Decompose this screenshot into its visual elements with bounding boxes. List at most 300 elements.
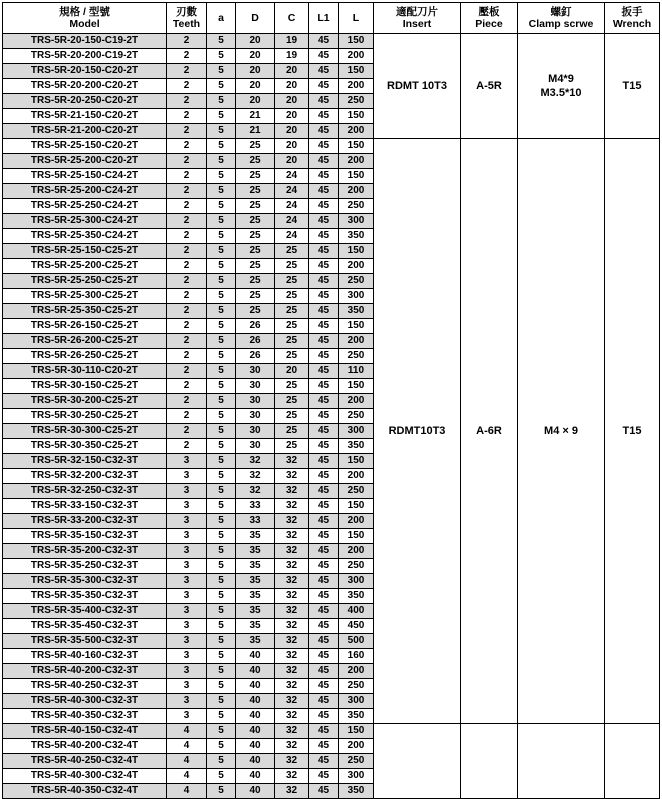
cell-a: 5 [207,769,236,784]
cell-c: 32 [275,484,309,499]
cell-l1: 45 [309,424,339,439]
cell-model: TRS-5R-40-250-C32-3T [3,679,167,694]
cell-a: 5 [207,64,236,79]
clamp-screw-line: M3.5*10 [540,87,582,99]
cell-a: 5 [207,469,236,484]
cell-a: 5 [207,574,236,589]
header-model-zh: 規格 / 型號 [59,6,110,18]
cell-c: 25 [275,319,309,334]
cell-c: 32 [275,784,309,799]
cell-l1: 45 [309,709,339,724]
cell-model: TRS-5R-20-250-C20-2T [3,94,167,109]
cell-d: 20 [236,94,275,109]
cell-teeth: 2 [167,139,207,154]
cell-c: 25 [275,244,309,259]
cell-teeth: 2 [167,379,207,394]
cell-model: TRS-5R-30-250-C25-2T [3,409,167,424]
cell-l1: 45 [309,49,339,64]
cell-c: 32 [275,469,309,484]
cell-d: 30 [236,439,275,454]
cell-c: 32 [275,664,309,679]
cell-wrench [605,724,660,799]
header-d [236,3,275,34]
cell-a: 5 [207,244,236,259]
cell-teeth: 2 [167,424,207,439]
cell-c: 25 [275,289,309,304]
cell-a: 5 [207,559,236,574]
cell-l: 200 [339,79,374,94]
cell-model: TRS-5R-33-200-C32-3T [3,514,167,529]
cell-d: 25 [236,304,275,319]
clamp-screw-line: M4 × 9 [544,425,578,437]
cell-l: 150 [339,529,374,544]
cell-model: TRS-5R-35-450-C32-3T [3,619,167,634]
cell-teeth: 2 [167,349,207,364]
table-row [3,34,660,49]
cell-model: TRS-5R-32-150-C32-3T [3,454,167,469]
cell-model: TRS-5R-40-350-C32-3T [3,709,167,724]
cell-model: TRS-5R-25-150-C25-2T [3,244,167,259]
cell-d: 25 [236,259,275,274]
cell-a: 5 [207,784,236,799]
cell-teeth: 3 [167,709,207,724]
header-piece-zh: 壓板 [478,6,500,18]
cell-teeth: 3 [167,544,207,559]
header-wrench-en: Wrench [612,18,652,30]
cell-a: 5 [207,724,236,739]
cell-a: 5 [207,529,236,544]
cell-a: 5 [207,79,236,94]
spec-table [2,2,660,799]
cell-l1: 45 [309,679,339,694]
cell-teeth: 2 [167,64,207,79]
table-row [3,724,660,739]
cell-l1: 45 [309,454,339,469]
cell-l1: 45 [309,664,339,679]
cell-a: 5 [207,424,236,439]
cell-model: TRS-5R-25-300-C24-2T [3,214,167,229]
cell-c: 20 [275,109,309,124]
cell-c: 19 [275,49,309,64]
cell-d: 25 [236,214,275,229]
cell-a: 5 [207,409,236,424]
cell-l1: 45 [309,349,339,364]
cell-d: 32 [236,454,275,469]
cell-a: 5 [207,124,236,139]
cell-teeth: 2 [167,244,207,259]
cell-l1: 45 [309,439,339,454]
cell-model: TRS-5R-21-200-C20-2T [3,124,167,139]
cell-d: 32 [236,469,275,484]
cell-l: 300 [339,769,374,784]
cell-teeth: 3 [167,484,207,499]
cell-d: 30 [236,424,275,439]
cell-clamp-screw [518,34,605,139]
cell-model: TRS-5R-20-200-C19-2T [3,49,167,64]
cell-c: 32 [275,589,309,604]
cell-teeth: 3 [167,679,207,694]
cell-teeth: 4 [167,754,207,769]
cell-l1: 45 [309,559,339,574]
cell-l: 350 [339,784,374,799]
cell-a: 5 [207,439,236,454]
cell-a: 5 [207,619,236,634]
cell-wrench: T15 [605,34,660,139]
cell-a: 5 [207,319,236,334]
cell-l: 150 [339,64,374,79]
header-c [275,3,309,34]
cell-c: 32 [275,694,309,709]
cell-l1: 45 [309,289,339,304]
cell-model: TRS-5R-35-400-C32-3T [3,604,167,619]
cell-c: 20 [275,364,309,379]
cell-model: TRS-5R-20-200-C20-2T [3,79,167,94]
cell-d: 25 [236,154,275,169]
cell-a: 5 [207,109,236,124]
cell-l1: 45 [309,109,339,124]
cell-c: 32 [275,559,309,574]
table-row [3,139,660,154]
cell-teeth: 3 [167,589,207,604]
cell-a: 5 [207,694,236,709]
cell-d: 40 [236,739,275,754]
cell-l1: 45 [309,739,339,754]
cell-a: 5 [207,34,236,49]
cell-a: 5 [207,484,236,499]
table-body [3,34,660,799]
cell-a: 5 [207,304,236,319]
cell-d: 30 [236,394,275,409]
cell-l: 350 [339,439,374,454]
header-d-en: D [251,12,259,24]
cell-model: TRS-5R-30-200-C25-2T [3,394,167,409]
cell-l: 150 [339,34,374,49]
cell-a: 5 [207,199,236,214]
cell-d: 25 [236,199,275,214]
header-insert [374,3,461,34]
cell-l1: 45 [309,64,339,79]
cell-l: 250 [339,754,374,769]
cell-teeth: 2 [167,109,207,124]
cell-c: 32 [275,634,309,649]
cell-d: 40 [236,679,275,694]
cell-teeth: 2 [167,124,207,139]
cell-c: 25 [275,274,309,289]
cell-a: 5 [207,604,236,619]
cell-a: 5 [207,94,236,109]
cell-l1: 45 [309,364,339,379]
cell-l: 250 [339,274,374,289]
cell-l: 200 [339,664,374,679]
cell-l1: 45 [309,499,339,514]
cell-d: 35 [236,604,275,619]
cell-d: 21 [236,124,275,139]
cell-c: 32 [275,724,309,739]
cell-a: 5 [207,49,236,64]
cell-l: 250 [339,409,374,424]
cell-c: 20 [275,139,309,154]
cell-c: 32 [275,529,309,544]
cell-teeth: 2 [167,274,207,289]
cell-d: 35 [236,529,275,544]
cell-d: 26 [236,319,275,334]
cell-model: TRS-5R-25-350-C25-2T [3,304,167,319]
cell-teeth: 2 [167,304,207,319]
cell-l1: 45 [309,259,339,274]
cell-c: 32 [275,754,309,769]
cell-model: TRS-5R-40-300-C32-3T [3,694,167,709]
cell-l1: 45 [309,199,339,214]
cell-c: 25 [275,379,309,394]
cell-d: 20 [236,49,275,64]
cell-d: 25 [236,274,275,289]
cell-teeth: 3 [167,514,207,529]
cell-model: TRS-5R-35-350-C32-3T [3,589,167,604]
header-clamp-screw-en: Clamp scrwe [528,18,594,30]
cell-l: 300 [339,694,374,709]
cell-c: 20 [275,79,309,94]
cell-model: TRS-5R-25-250-C24-2T [3,199,167,214]
cell-a: 5 [207,709,236,724]
cell-model: TRS-5R-30-110-C20-2T [3,364,167,379]
cell-c: 25 [275,409,309,424]
cell-model: TRS-5R-25-150-C24-2T [3,169,167,184]
header-teeth [167,3,207,34]
cell-teeth: 3 [167,634,207,649]
cell-insert [374,724,461,799]
header-l-en: L [352,12,360,24]
cell-l: 200 [339,259,374,274]
cell-d: 40 [236,724,275,739]
cell-c: 32 [275,604,309,619]
cell-d: 30 [236,364,275,379]
header-teeth-en: Teeth [172,18,201,30]
cell-d: 32 [236,484,275,499]
cell-d: 40 [236,664,275,679]
cell-l1: 45 [309,139,339,154]
cell-d: 25 [236,139,275,154]
cell-d: 25 [236,289,275,304]
cell-teeth: 2 [167,334,207,349]
cell-model: TRS-5R-21-150-C20-2T [3,109,167,124]
cell-model: TRS-5R-40-200-C32-3T [3,664,167,679]
cell-model: TRS-5R-35-250-C32-3T [3,559,167,574]
header-wrench-zh: 扳手 [621,6,643,18]
cell-a: 5 [207,544,236,559]
cell-a: 5 [207,754,236,769]
cell-model: TRS-5R-40-160-C32-3T [3,649,167,664]
cell-d: 40 [236,694,275,709]
cell-d: 33 [236,514,275,529]
cell-l: 350 [339,304,374,319]
cell-c: 32 [275,499,309,514]
cell-l1: 45 [309,574,339,589]
cell-model: TRS-5R-26-200-C25-2T [3,334,167,349]
cell-l: 160 [339,649,374,664]
cell-c: 32 [275,454,309,469]
cell-a: 5 [207,364,236,379]
cell-l1: 45 [309,529,339,544]
cell-l: 250 [339,679,374,694]
cell-l1: 45 [309,484,339,499]
cell-c: 25 [275,424,309,439]
cell-l: 200 [339,124,374,139]
cell-l: 150 [339,244,374,259]
cell-l: 400 [339,604,374,619]
cell-model: TRS-5R-35-500-C32-3T [3,634,167,649]
cell-a: 5 [207,154,236,169]
header-clamp-screw-zh: 螺釘 [550,6,572,18]
cell-l: 200 [339,514,374,529]
cell-model: TRS-5R-25-200-C24-2T [3,184,167,199]
cell-piece: A-6R [461,139,518,724]
cell-l: 200 [339,334,374,349]
cell-a: 5 [207,289,236,304]
cell-l: 250 [339,199,374,214]
cell-l: 350 [339,709,374,724]
header-row [3,3,660,34]
header-wrench [605,3,660,34]
cell-c: 20 [275,64,309,79]
cell-c: 24 [275,199,309,214]
header-c-en: C [287,12,296,24]
cell-l: 500 [339,634,374,649]
cell-d: 40 [236,754,275,769]
cell-teeth: 4 [167,784,207,799]
header-piece-en: Piece [475,18,503,30]
cell-d: 35 [236,589,275,604]
cell-d: 33 [236,499,275,514]
cell-insert: RDMT 10T3 [374,34,461,139]
cell-d: 40 [236,784,275,799]
cell-d: 20 [236,79,275,94]
cell-a: 5 [207,589,236,604]
cell-model: TRS-5R-20-150-C20-2T [3,64,167,79]
cell-model: TRS-5R-40-300-C32-4T [3,769,167,784]
cell-model: TRS-5R-32-200-C32-3T [3,469,167,484]
cell-d: 20 [236,34,275,49]
cell-clamp-screw [518,139,605,724]
cell-a: 5 [207,634,236,649]
cell-model: TRS-5R-26-150-C25-2T [3,319,167,334]
cell-c: 32 [275,514,309,529]
cell-teeth: 2 [167,214,207,229]
cell-c: 25 [275,394,309,409]
cell-l1: 45 [309,79,339,94]
cell-d: 26 [236,334,275,349]
cell-l: 200 [339,184,374,199]
header-piece [461,3,518,34]
header-l1 [309,3,339,34]
cell-model: TRS-5R-40-150-C32-4T [3,724,167,739]
cell-teeth: 2 [167,169,207,184]
cell-d: 40 [236,709,275,724]
clamp-screw-line: M4*9 [548,73,574,85]
cell-l1: 45 [309,754,339,769]
cell-l: 200 [339,154,374,169]
cell-d: 35 [236,634,275,649]
cell-c: 25 [275,259,309,274]
cell-c: 20 [275,94,309,109]
cell-l: 350 [339,589,374,604]
cell-teeth: 4 [167,769,207,784]
cell-a: 5 [207,499,236,514]
cell-l: 110 [339,364,374,379]
cell-model: TRS-5R-40-200-C32-4T [3,739,167,754]
cell-l: 150 [339,139,374,154]
cell-teeth: 3 [167,664,207,679]
cell-a: 5 [207,229,236,244]
cell-l: 150 [339,379,374,394]
cell-teeth: 2 [167,439,207,454]
cell-a: 5 [207,259,236,274]
cell-c: 25 [275,304,309,319]
cell-l: 150 [339,169,374,184]
cell-l1: 45 [309,169,339,184]
cell-a: 5 [207,184,236,199]
cell-l: 250 [339,484,374,499]
cell-l: 300 [339,289,374,304]
cell-a: 5 [207,214,236,229]
cell-teeth: 3 [167,649,207,664]
cell-a: 5 [207,394,236,409]
header-model-en: Model [69,18,100,30]
cell-teeth: 3 [167,619,207,634]
cell-model: TRS-5R-32-250-C32-3T [3,484,167,499]
cell-teeth: 2 [167,199,207,214]
cell-l1: 45 [309,244,339,259]
cell-d: 30 [236,409,275,424]
cell-l1: 45 [309,694,339,709]
cell-model: TRS-5R-35-300-C32-3T [3,574,167,589]
cell-l: 200 [339,394,374,409]
header-insert-zh: 適配刀片 [396,6,438,18]
cell-l: 150 [339,319,374,334]
cell-l: 150 [339,499,374,514]
cell-d: 35 [236,559,275,574]
cell-l: 200 [339,49,374,64]
cell-teeth: 3 [167,454,207,469]
cell-c: 32 [275,574,309,589]
cell-teeth: 3 [167,604,207,619]
header-a-en: a [218,12,224,24]
cell-d: 20 [236,64,275,79]
cell-l1: 45 [309,124,339,139]
cell-d: 30 [236,379,275,394]
cell-teeth: 2 [167,49,207,64]
cell-teeth: 2 [167,319,207,334]
cell-l: 300 [339,214,374,229]
cell-a: 5 [207,454,236,469]
cell-l1: 45 [309,34,339,49]
cell-l: 250 [339,349,374,364]
cell-model: TRS-5R-40-250-C32-4T [3,754,167,769]
cell-c: 20 [275,124,309,139]
cell-l1: 45 [309,589,339,604]
cell-d: 35 [236,619,275,634]
cell-d: 25 [236,244,275,259]
header-a [207,3,236,34]
cell-c: 25 [275,349,309,364]
cell-c: 25 [275,439,309,454]
header-l1-en: L1 [317,12,330,24]
cell-l1: 45 [309,184,339,199]
cell-l1: 45 [309,304,339,319]
cell-teeth: 2 [167,79,207,94]
cell-c: 32 [275,769,309,784]
cell-l1: 45 [309,634,339,649]
cell-model: TRS-5R-26-250-C25-2T [3,349,167,364]
